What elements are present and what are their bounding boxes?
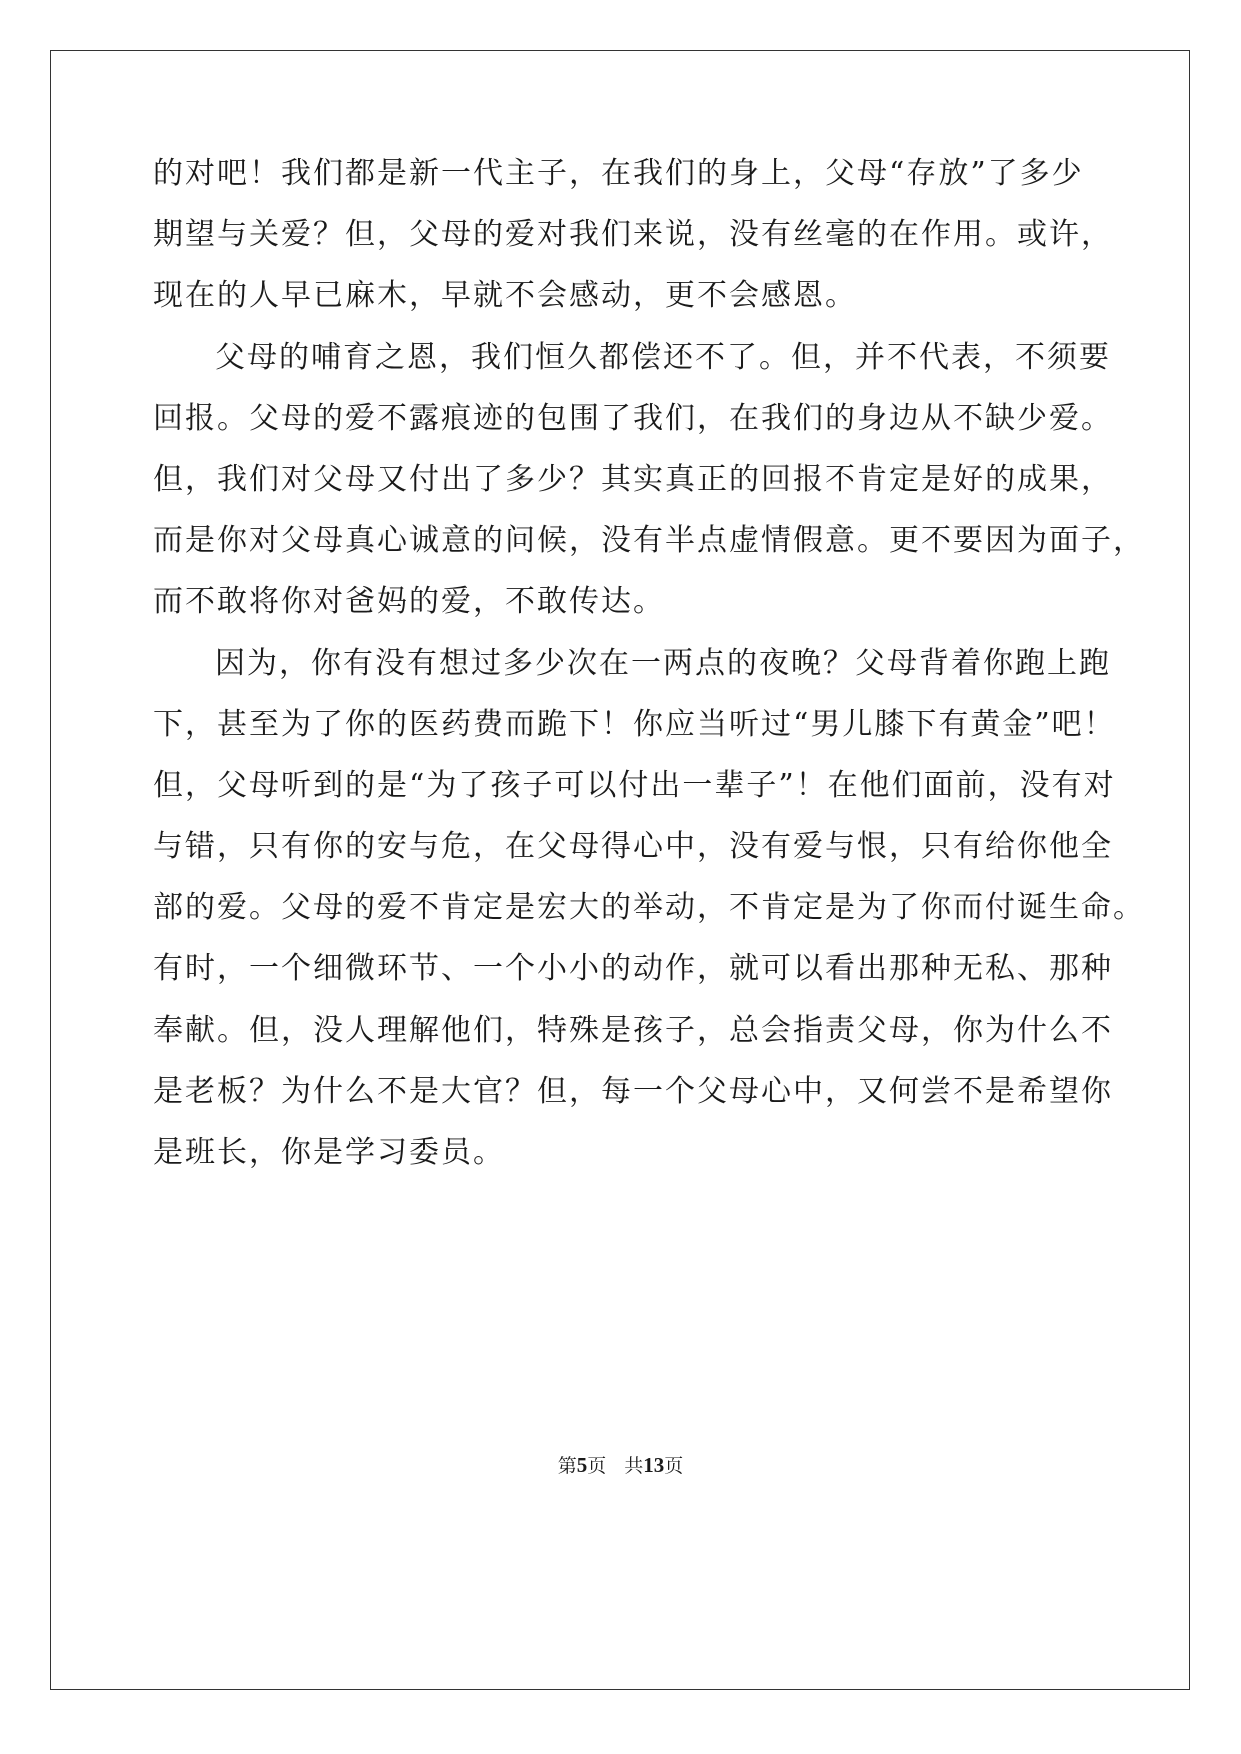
text-line: 而是你对父母真心诚意的问候，没有半点虚情假意。更不要因为面子，: [153, 523, 1145, 559]
text-line: 部的爱。父母的爱不肯定是宏大的举动，不肯定是为了你而付诞生命。: [153, 890, 1145, 926]
text-line: 奉献。但，没人理解他们，特殊是孩子，总会指责父母，你为什么不: [153, 1012, 1113, 1048]
page-footer: [0, 1451, 1241, 1480]
total-pages: 13: [643, 1453, 665, 1477]
text-line: 与错，只有你的安与危，在父母得心中，没有爱与恨，只有给你他全: [153, 829, 1113, 865]
total-suffix: 页: [664, 1455, 684, 1477]
total-pages-label: [624, 1455, 683, 1477]
text-line: 是班长，你是学习委员。: [153, 1135, 505, 1170]
text-line: 的对吧！我们都是新一代主子，在我们的身上，父母“存放”了多少: [153, 156, 1084, 191]
document-body: [153, 143, 1145, 1183]
text-line: 但，父母听到的是“为了孩子可以付出一辈子”！在他们面前，没有对: [153, 767, 1116, 803]
text-line: 回报。父母的爱不露痕迹的包围了我们，在我们的身边从不缺少爱。: [153, 400, 1113, 436]
page-suffix: 页: [587, 1455, 607, 1477]
page-number: 5: [576, 1453, 588, 1477]
paragraph-first-line: 因为，你有没有想过多少次在一两点的夜晚？父母背着你跑上跑: [215, 645, 1111, 681]
text-line: 是老板？为什么不是大官？但，每一个父母心中，又何尝不是希望你: [153, 1073, 1113, 1109]
text-line: 但，我们对父母又付出了多少？其实真正的回报不肯定是好的成果，: [153, 461, 1113, 497]
text-line: 下，甚至为了你的医药费而跪下！你应当听过“男儿膝下有黄金”吧！: [153, 706, 1116, 742]
page-prefix: 第: [557, 1455, 577, 1477]
page-number-label: [558, 1455, 607, 1477]
text-line: 而不敢将你对爸妈的爱，不敢传达。: [153, 584, 665, 620]
text-line: 有时，一个细微环节、一个小小的动作，就可以看出那种无私、那种: [153, 951, 1113, 987]
text-line: 期望与关爱？但，父母的爱对我们来说，没有丝毫的在作用。或许，: [153, 217, 1113, 253]
paragraph-first-line: 父母的哺育之恩，我们恒久都偿还不了。但，并不代表，不须要: [215, 339, 1111, 375]
total-prefix: 共: [624, 1455, 644, 1477]
text-line: 现在的人早已麻木，早就不会感动，更不会感恩。: [153, 278, 857, 314]
